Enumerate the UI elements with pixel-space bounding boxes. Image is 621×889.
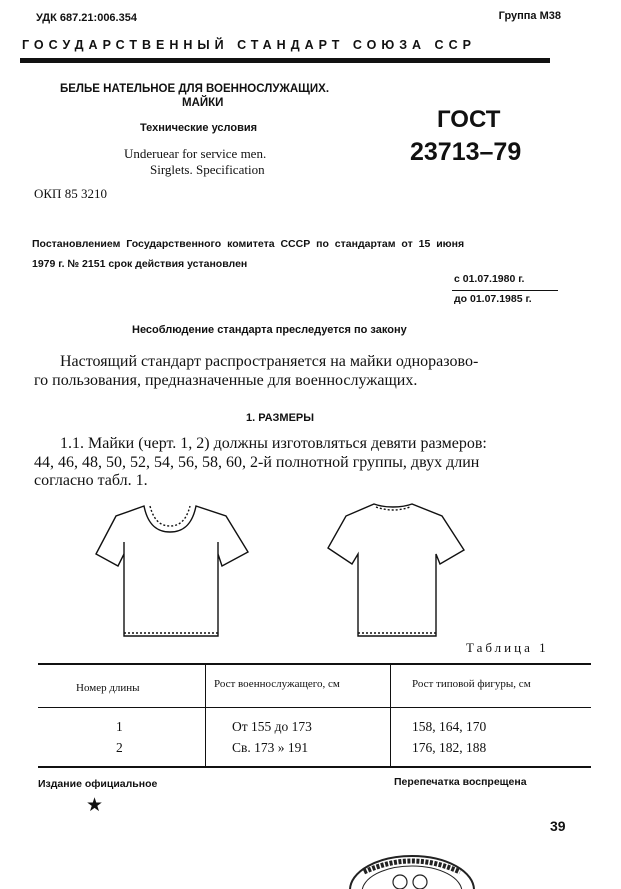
front-view-drawing <box>96 506 248 636</box>
clause-line-2: 44, 46, 48, 50, 52, 54, 56, 58, 60, 2-й полнотной группы, двух длин <box>34 454 480 471</box>
clause-line-3: согласно табл. 1. <box>34 472 148 489</box>
table-column-divider <box>390 664 391 766</box>
table-bottom-rule <box>38 766 591 768</box>
organization-title: ГОСУДАРСТВЕННЫЙ СТАНДАРТ СОЮЗА ССР <box>22 38 476 52</box>
group-code: Группа М38 <box>498 10 561 22</box>
intro-line-2: го пользования, предназначенные для военнослужащих. <box>34 372 418 389</box>
garment-figures <box>80 492 520 644</box>
decree-line-2: 1979 г. № 2151 срок действия установлен <box>32 258 248 270</box>
udk-code: УДК 687.21:006.354 <box>36 12 137 24</box>
page-number: 39 <box>550 818 566 834</box>
table-caption: Таблица 1 <box>466 640 549 655</box>
document-subtitle: МАЙКИ <box>182 97 224 109</box>
validity-from: с 01.07.1980 г. <box>454 273 525 285</box>
table-cell: От 155 до 173 <box>232 719 312 734</box>
star-icon: ★ <box>86 795 104 816</box>
header-rule <box>20 58 550 63</box>
technical-conditions: Технические условия <box>140 122 258 134</box>
validity-until: до 01.07.1985 г. <box>454 293 532 305</box>
table-column-divider <box>205 664 206 766</box>
section-heading: 1. РАЗМЕРЫ <box>246 412 315 424</box>
gost-number: 23713–79 <box>410 138 522 166</box>
table-cell: Св. 173 » 191 <box>232 740 309 755</box>
gost-label: ГОСТ <box>437 106 501 133</box>
english-title: Underuear for service men. <box>124 146 267 161</box>
library-stamp-icon <box>342 846 482 889</box>
decree-line-1: Постановлением Государственного комитета СССР по стандартам от 15 июня <box>32 238 465 250</box>
reprint-notice: Перепечатка воспрещена <box>394 776 527 788</box>
table-header-height: Рост военнослужащего, см <box>214 678 340 690</box>
english-subtitle: Sirglets. Specification <box>150 162 265 177</box>
validity-divider <box>452 290 558 291</box>
clause-line-1: 1.1. Майки (черт. 1, 2) должны изготовляться девяти размеров: <box>60 435 487 452</box>
document-title: БЕЛЬЕ НАТЕЛЬНОЕ ДЛЯ ВОЕННОСЛУЖАЩИХ. <box>60 83 330 95</box>
official-edition: Издание официальное <box>38 778 158 790</box>
table-header-length: Номер длины <box>76 682 140 694</box>
table-header-typical: Рост типовой фигуры, см <box>412 678 531 690</box>
table-top-rule <box>38 663 591 665</box>
table-cell: 158, 164, 170 <box>412 719 487 734</box>
table-cell: 1 <box>116 719 123 734</box>
law-notice: Несоблюдение стандарта преследуется по закону <box>132 324 407 336</box>
back-view-drawing <box>328 504 464 636</box>
intro-line-1: Настоящий стандарт распространяется на майки одноразово- <box>60 353 479 370</box>
okp-code: ОКП 85 3210 <box>34 186 107 201</box>
table-cell: 2 <box>116 740 123 755</box>
table-header-rule <box>38 707 591 708</box>
table-cell: 176, 182, 188 <box>412 740 487 755</box>
